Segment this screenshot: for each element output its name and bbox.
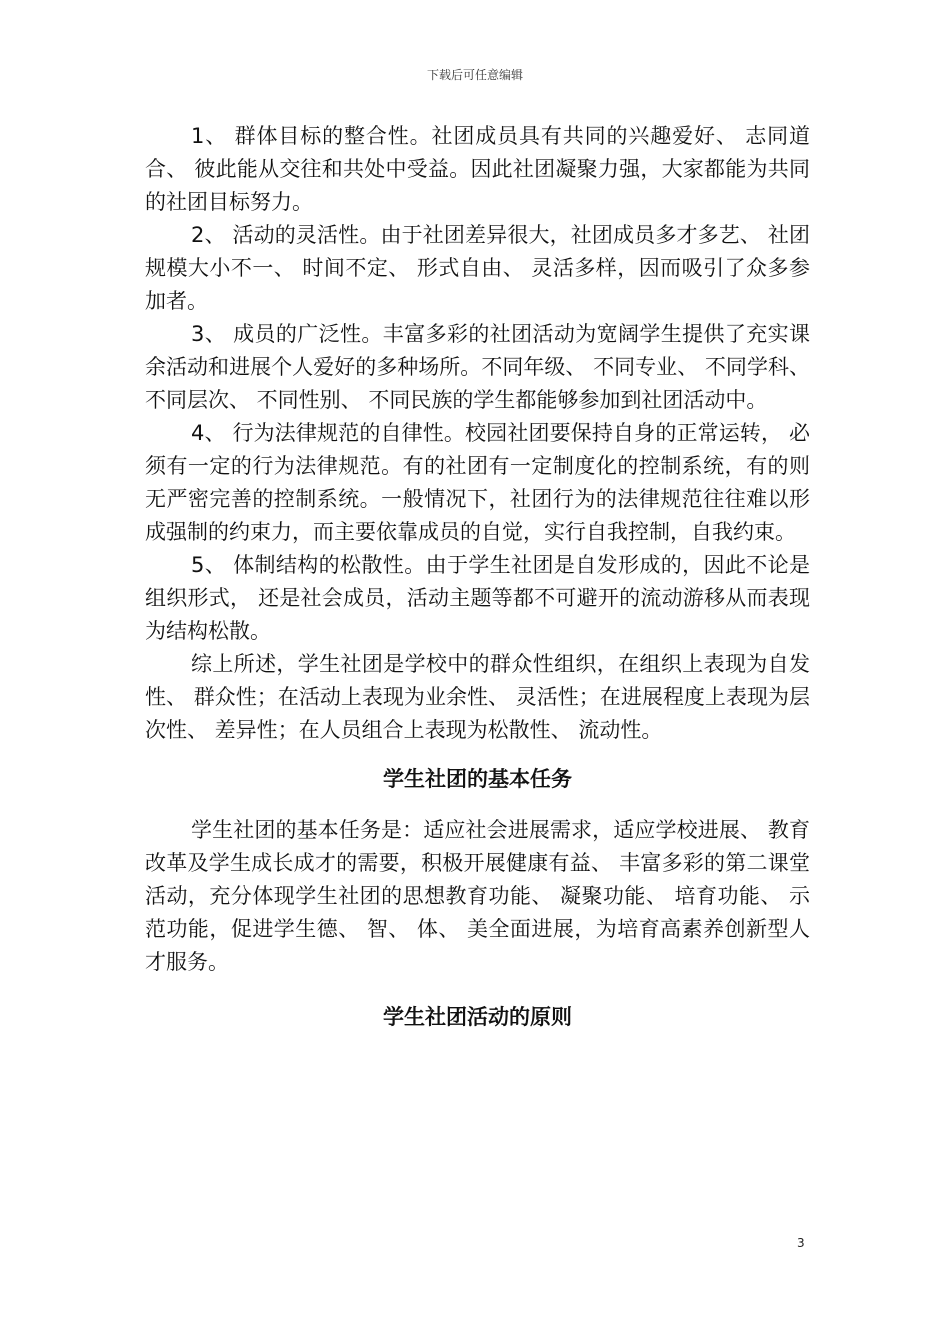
paragraph-flexibility: 2、 活动的灵活性。由于社团差异很大，社团成员多才多艺、 社团规模大小不一、 时间不定、 形式自由、 灵活多样，因而吸引了众多参加者。	[145, 223, 810, 313]
section-heading-basic-tasks: 学生社团的基本任务	[383, 767, 572, 791]
section-heading-principles: 学生社团活动的原则	[383, 1005, 572, 1029]
paragraph-basic-tasks: 学生社团的基本任务是：适应社会进展需求，适应学校进展、 教育改革及学生成长成才的需要，积极开展健康有益、 丰富多彩的第二课堂活动，充分体现学生社团的思想教育功能、 凝聚功能、 培育功能、 示范功能，促进学生德、 智、 体、 美全面进展，为培育高素养创新型人才服务。	[145, 818, 810, 974]
paragraph-breadth: 3、 成员的广泛性。丰富多彩的社团活动为宽阔学生提供了充实课余活动和进展个人爱好的多种场所。不同年级、 不同专业、 不同学科、 不同层次、 不同性别、 不同民族的学生都能够参加到社团活动中。	[145, 322, 810, 412]
paragraph-integration: 1、 群体目标的整合性。社团成员具有共同的兴趣爱好、 志同道合、 彼此能从交往和共处中受益。因此社团凝聚力强，大家都能为共同的社团目标努力。	[145, 124, 810, 214]
paragraph-summary: 综上所述，学生社团是学校中的群众性组织，在组织上表现为自发性、 群众性；在活动上表现为业余性、 灵活性；在进展程度上表现为层次性、 差异性；在人员组合上表现为松散性、 流动性。	[145, 652, 810, 742]
page-number: 3	[797, 1236, 805, 1250]
document-body	[145, 120, 810, 1034]
paragraph-self-discipline: 4、 行为法律规范的自律性。校园社团要保持自身的正常运转， 必须有一定的行为法律规范。有的社团有一定制度化的控制系统，有的则无严密完善的控制系统。一般情况下，社团行为的法律规范往往难以形成强制的约束力，而主要依靠成员的自觉，实行自我控制，自我约束。	[145, 421, 810, 544]
page-header: 下载后可任意编辑	[426, 68, 523, 82]
paragraph-looseness: 5、 体制结构的松散性。由于学生社团是自发形成的，因此不论是组织形式， 还是社会成员，活动主题等都不可避开的流动游移从而表现为结构松散。	[145, 553, 810, 643]
